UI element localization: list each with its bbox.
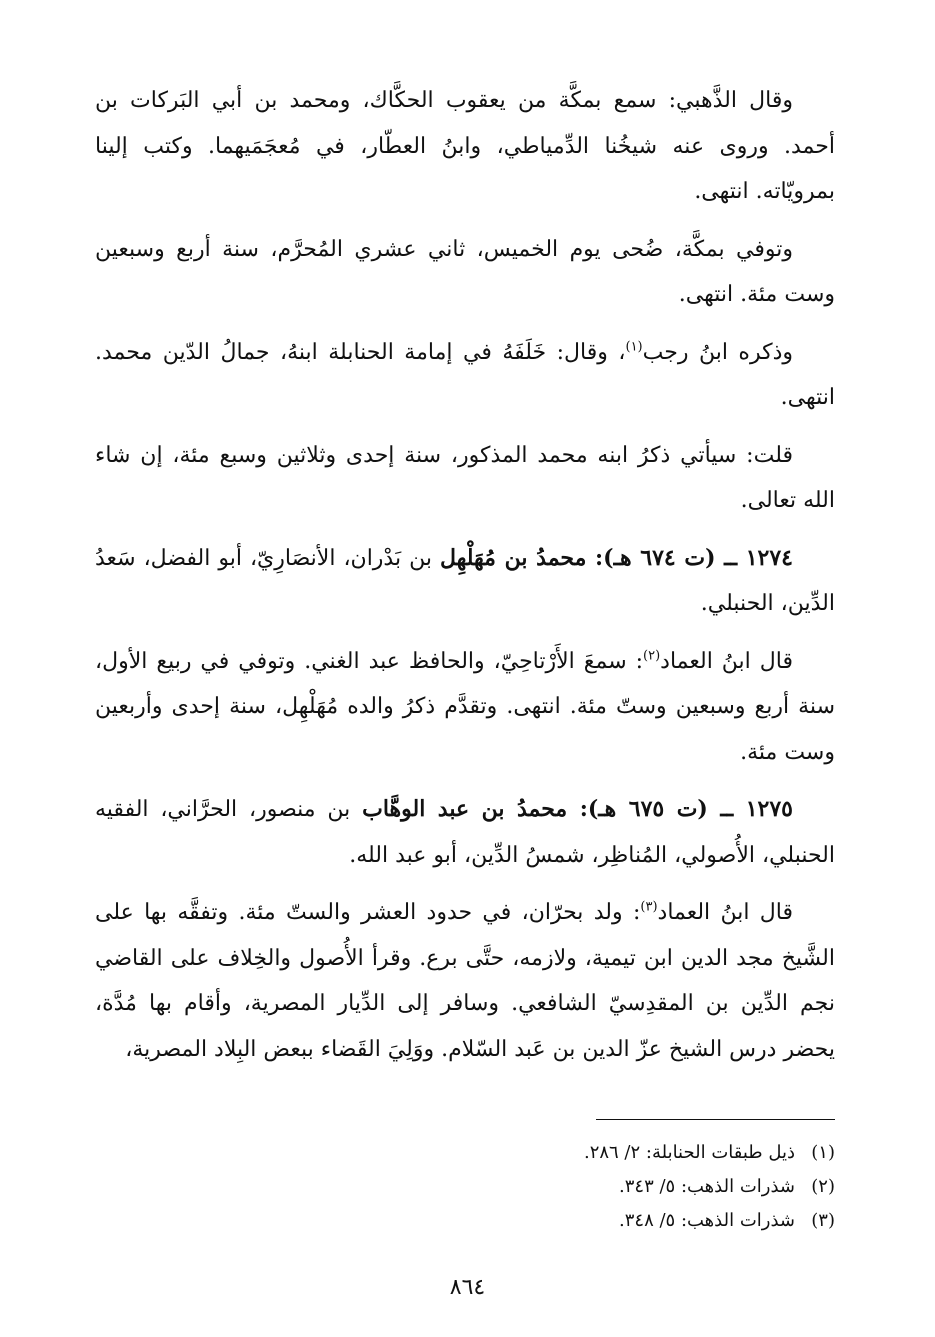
footnote-number: (٢): [811, 1176, 835, 1197]
paragraph-text: وذكره ابنُ رجب: [642, 339, 793, 365]
footnote-divider: [596, 1119, 835, 1120]
paragraph-ibn-rajab: [95, 330, 835, 421]
footnote-ref-3: (٣): [640, 899, 658, 915]
paragraph-death-date: وتوفي بمكَّة، ضُحى يوم الخميس، ثاني عشري المُحرَّم، سنة أربع وسبعين وست مئة. انتهى.: [95, 236, 835, 307]
paragraph-author-note: قلت: سيأتي ذكرُ ابنه محمد المذكور، سنة إحدى وثلاثين وسبع مئة، إن شاء الله تعالى.: [95, 442, 835, 513]
main-text: [95, 78, 835, 1084]
page-number: ٨٦٤: [449, 1275, 486, 1300]
entry-text: بن منصور، الحرَّاني، الفقيه الحنبلي، الأُصولي، المُناظِر، شمسُ الدِّين، أبو عبد الله.: [95, 797, 835, 868]
footnote-number: (١): [811, 1142, 835, 1163]
paragraph-ibn-al-imad-2: [95, 890, 835, 1072]
entry-1275: [95, 787, 835, 878]
entry-heading: ١٢٧٤ ــ (ت ٦٧٤ هـ): محمدُ بن مُهَلْهِل: [439, 544, 793, 571]
paragraph-ibn-al-imad-1: [95, 639, 835, 776]
paragraph-text: ، وقال: خَلَفَهُ في إمامة الحنابلة ابنهُ، جمالُ الدّين محمد. انتهى.: [95, 339, 835, 410]
footnote-ref-2: (٢): [643, 648, 661, 664]
entry-heading: ١٢٧٥ ــ (ت ٦٧٥ هـ): محمدُ بن عبد الوهَّاب: [362, 796, 793, 822]
paragraph-dhahabi-quote: وقال الذَّهبي: سمع بمكَّة من يعقوب الحكَّاك، ومحمد بن أبي البَركات بن أحمد. وروى عنه شيخُنا الدِّمياطي، وابنُ العطّار، في مُعجَمَيهما. وكتب إلينا بمرويّاته. انتهى.: [95, 88, 835, 204]
footnote-2: [95, 1170, 835, 1204]
footnote-3: [95, 1204, 835, 1238]
paragraph-text: : ولد بحرّان، في حدود العشر والستّ مئة. وتفقَّه بها على الشَّيخ مجد الدين ابن تيمية، ولازمه، حتَّى برع. وقرأ الأُصول والخِلاف على القاضي نجم الدِّين بن المقدِسيّ الشافعي. وسافر إلى الدِّيار المصرية، وأقام بها مُدَّة، يحضر درس الشيخ عزّ الدين بن عَبد السّلام. ووَلِيَ القَضاء ببعض البِلاد المصرية،: [95, 900, 835, 1062]
paragraph-text: قال ابنُ العماد: [657, 900, 793, 925]
footnote-ref-1: (١): [625, 339, 643, 355]
entry-text: بن بَدْران، الأنصَارِيّ، أبو الفضل، سَعدُ الدِّين، الحنبلي.: [95, 545, 835, 616]
paragraph-text: قال ابنُ العماد: [660, 648, 793, 674]
paragraph-text: : سمعَ الأَرْتاحِيّ، والحافظ عبد الغني. وتوفي في ربيع الأول، سنة أربع وسبعين وستّ مئة. انتهى. وتقدَّم ذكرُ والده مُهَلْهِل، سنة إحدى وأربعين وست مئة.: [95, 648, 835, 765]
footnote-text: شذرات الذهب: ٥/ ٣٤٣.: [619, 1176, 795, 1197]
footnotes: [95, 1136, 835, 1238]
footnote-text: ذيل طبقات الحنابلة: ٢/ ٢٨٦.: [583, 1142, 795, 1163]
entry-1274: [95, 536, 835, 627]
footnote-number: (٣): [811, 1210, 835, 1231]
footnote-text: شذرات الذهب: ٥/ ٣٤٨.: [619, 1210, 795, 1231]
footnote-1: [95, 1136, 835, 1170]
